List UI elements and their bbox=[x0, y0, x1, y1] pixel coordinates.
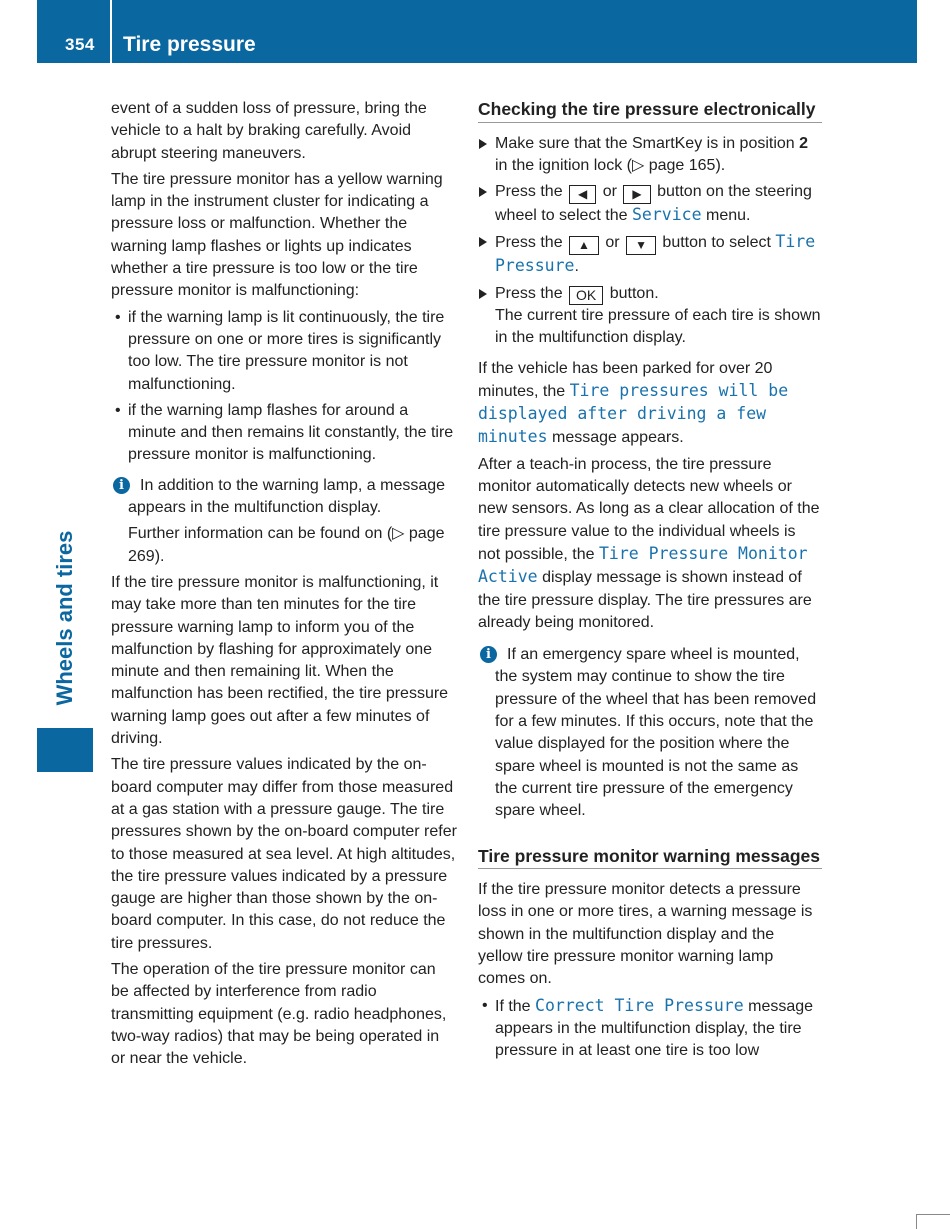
up-arrow-key-icon: ▲ bbox=[569, 236, 599, 255]
display-text: Correct Tire Pressure bbox=[535, 995, 744, 1015]
left-column bbox=[111, 98, 457, 1074]
list-item: • if the warning lamp is lit continuously, the tire pressure on one or more tires is significantly too low. The tire pressure monitor is not malfunctioning. bbox=[111, 307, 457, 396]
crop-mark bbox=[916, 1214, 950, 1229]
step-item: Press the ◀ or ▶ button on the steering wheel to select the Service menu. bbox=[478, 181, 822, 227]
paragraph: The operation of the tire pressure monitor can be affected by interference from radio transmitting equipment (e.g. radio headphones, two-way radios) that may be being operated in or near the vehicle. bbox=[111, 960, 447, 1068]
display-text: Service bbox=[631, 205, 702, 225]
paragraph: The tire pressure values indicated by the on-board computer may differ from those measured at a gas station with a pressure gauge. The tire pressures shown by the on-board computer refer to those measured at sea level. At high altitudes, the tire pressure values indicated by a pressure gauge are higher than those shown by the on-board computer. In this case, do not reduce the tire pressures. bbox=[111, 756, 457, 952]
section-tab-marker bbox=[37, 728, 93, 772]
info-text: In addition to the warning lamp, a message appears in the multifunction display. bbox=[128, 476, 446, 517]
paragraph: If the vehicle has been parked for over 20 minutes, the Tire pressures will be displayed after driving a few minutes message appears. bbox=[478, 359, 789, 447]
info-note bbox=[111, 475, 457, 568]
section-tab-label: Wheels and tires bbox=[52, 530, 77, 706]
info-icon: i bbox=[480, 646, 497, 663]
list-item: • If the Correct Tire Pressure message appears in the multifunction display, the tire pressure in at least one tire is too low bbox=[478, 995, 822, 1063]
down-arrow-key-icon: ▼ bbox=[626, 236, 656, 255]
right-arrow-key-icon: ▶ bbox=[623, 185, 650, 204]
section-heading: Checking the tire pressure electronically bbox=[478, 98, 822, 123]
page-header bbox=[37, 0, 917, 63]
list-item: • if the warning lamp flashes for around a minute and then remains lit constantly, the tire pressure monitor is malfunctioning. bbox=[111, 400, 457, 467]
left-arrow-key-icon: ◀ bbox=[569, 185, 596, 204]
step-item: Press the OK button. The current tire pressure of each tire is shown in the multifunction display. bbox=[478, 283, 822, 350]
ok-key-icon: OK bbox=[569, 286, 603, 305]
info-text: If an emergency spare wheel is mounted, the system may continue to show the tire pressure of the wheel that has been removed for a few minutes. If this occurs, note that the value displayed for the position where the spare wheel is mounted is not the same as the current tire pressure of the emergency spare wheel. bbox=[495, 646, 817, 820]
display-text: Tire pressures will be displayed after driving a few minutes bbox=[478, 380, 789, 447]
paragraph: If the tire pressure monitor detects a pressure loss in one or more tires, a warning message is shown in the multifunction display and the yellow tire pressure monitor warning lamp comes on. bbox=[478, 881, 813, 988]
page-title: Tire pressure bbox=[123, 33, 256, 56]
header-divider bbox=[110, 0, 112, 63]
paragraph: event of a sudden loss of pressure, bring the vehicle to a halt by braking carefully. Avoid abrupt steering maneuvers. bbox=[111, 100, 427, 162]
right-column bbox=[478, 98, 822, 1066]
display-text: Tire Pressure bbox=[495, 232, 816, 276]
step-item: Make sure that the SmartKey is in position 2 in the ignition lock (▷ page 165). bbox=[478, 133, 822, 178]
info-note bbox=[478, 644, 822, 822]
info-icon: i bbox=[113, 477, 130, 494]
section-heading: Tire pressure monitor warning messages bbox=[478, 845, 822, 870]
page-number: 354 bbox=[65, 35, 95, 54]
paragraph: If the tire pressure monitor is malfunctioning, it may take more than ten minutes for the tire pressure warning lamp to inform you of the malfunction by flashing for approximately one minute and then remaining lit. When the malfunction has been rectified, the tire pressure warning lamp goes out after a few minutes of driving. bbox=[111, 573, 449, 748]
info-text: Further information can be found on (▷ page 269). bbox=[128, 525, 445, 565]
paragraph: The tire pressure monitor has a yellow warning lamp in the instrument cluster for indicating a pressure loss or malfunction. Whether the warning lamp flashes or lights up indicates whether a tire pressure is too low or the tire pressure monitor is malfunctioning: bbox=[111, 170, 443, 300]
step-item: Press the ▲ or ▼ button to select Tire Pressure. bbox=[478, 231, 822, 278]
paragraph: After a teach-in process, the tire pressure monitor automatically detects new wheels or new sensors. As long as a clear allocation of the tire pressure value to the individual wheels is not possible, the Tire Pressure Monitor Active display message is shown instead of the tire pressure display. The tire pressures are already being monitored. bbox=[478, 455, 820, 631]
display-text: Tire Pressure Monitor Active bbox=[478, 543, 808, 587]
